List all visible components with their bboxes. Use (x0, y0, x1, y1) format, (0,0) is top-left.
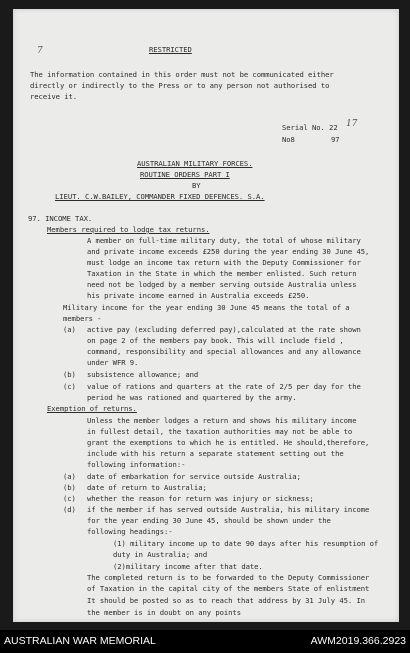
list-marker: (b) (63, 370, 76, 379)
list-item-line: on page 2 of the members pay book. This will include field , (87, 336, 344, 345)
list-item-line: date of return to Australia; (87, 483, 207, 492)
list-item-line: period he was rationed and quartered by the army. (87, 393, 297, 402)
list-marker: (a) (63, 472, 76, 481)
paragraph-line: Military income for the year ending 30 June 45 means the total of a (63, 303, 350, 312)
heading-routine-orders: ROUTINE ORDERS PART I (140, 170, 230, 179)
list-item-line: subsistence allowance; and (87, 370, 199, 379)
paragraph-line: his private income earned in Australia exceeds £250. (87, 291, 310, 300)
notice-line: receive it. (30, 92, 78, 101)
paragraph-line: need not be lodged by a member serving outside Australia unless (87, 280, 357, 289)
subheading-lodge-returns: Members required to lodge tax returns. (47, 225, 210, 234)
handwritten-mark: 7 (37, 46, 43, 56)
notice-line: directly or indirectly to the Press or to any person not authorised to (30, 81, 330, 90)
number-label: No8 (282, 135, 295, 144)
paragraph-line: include with his return a separate statement setting out the (87, 449, 344, 458)
paragraph-line: members - (63, 314, 102, 323)
paragraph-line: following information:- (87, 460, 186, 469)
document-page (13, 9, 399, 622)
paragraph-line: in fullest detail, the taxation authorities may not be able to (87, 427, 353, 436)
list-item-line: date of embarkation for service outside Australia; (87, 472, 301, 481)
restricted-heading: RESTRICTED (149, 45, 192, 54)
sublist-line: (2)military income after that date. (113, 562, 263, 571)
serial-handwritten: 17 (346, 119, 358, 129)
paragraph-line: A member on full-time military duty, the total of whose military (87, 236, 361, 245)
paragraph-line: The completed return is to be forwarded to the Deputy Commissioner (87, 573, 370, 582)
list-marker: (b) (63, 483, 76, 492)
list-marker: (d) (63, 505, 76, 514)
paragraph-line: must lodge an income tax return with the Deputy Commissioner for (87, 258, 361, 267)
paragraph-line: Taxation in the State in which the member enlisted. Such return (87, 269, 357, 278)
section-income-tax: 97. INCOME TAX. (28, 214, 93, 223)
paragraph-line: It should be posted so as to reach that address by 31 July 45. In (87, 596, 366, 605)
paragraph-line: grant the exemptions to which he is entitled. He should,therefore, (87, 438, 370, 447)
paragraph-line: and private income exceeds £250 during the year ending 30 June 45, (87, 247, 370, 256)
list-item-line: value of rations and quarters at the rate of 2/5 per day for the (87, 382, 361, 391)
heading-by: BY (192, 181, 201, 190)
list-marker: (a) (63, 325, 76, 334)
list-item-line: command, responsibility and special allowances and any allowance (87, 347, 361, 356)
list-item-line: for the year ending 30 June 45, should be shown under the (87, 516, 331, 525)
list-item-line: active pay (excluding deferred pay),calculated at the rate shown (87, 325, 361, 334)
list-item-line: whether the reason for return was injury or sickness; (87, 494, 314, 503)
notice-line: The information contained in this order must not be communicated either (30, 70, 334, 79)
list-marker: (c) (63, 494, 76, 503)
heading-commander: LIEUT. C.W.BAILEY, COMMANDER FIXED DEFENCES. S.A. (55, 192, 265, 201)
subheading-exemption: Exemption of returns. (47, 404, 137, 413)
paragraph-line: the member is in doubt on any points (87, 608, 241, 617)
list-item-line: following headings:- (87, 527, 173, 536)
footer-accession-number: AWM2019.366.2923 (310, 635, 406, 647)
list-item-line: if the member if has served outside Australia, his military income (87, 505, 370, 514)
list-item-line: under WFR 9. (87, 358, 139, 367)
paragraph-line: of Taxation in the capital city of the members State of enlistment (87, 584, 370, 593)
sublist-line: duty in Australia; and (113, 550, 208, 559)
serial-label: Serial No. 22 (282, 123, 338, 132)
number-value: 97 (331, 135, 340, 144)
sublist-line: (1) military income up to date 90 days after his resumption of (113, 539, 379, 548)
paragraph-line: Unless the member lodges a return and shows his military income (87, 416, 357, 425)
footer-institution: AUSTRALIAN WAR MEMORIAL (4, 635, 156, 647)
footer-bar (0, 630, 410, 653)
list-marker: (c) (63, 382, 76, 391)
heading-military-forces: AUSTRALIAN MILITARY FORCES. (137, 159, 253, 168)
